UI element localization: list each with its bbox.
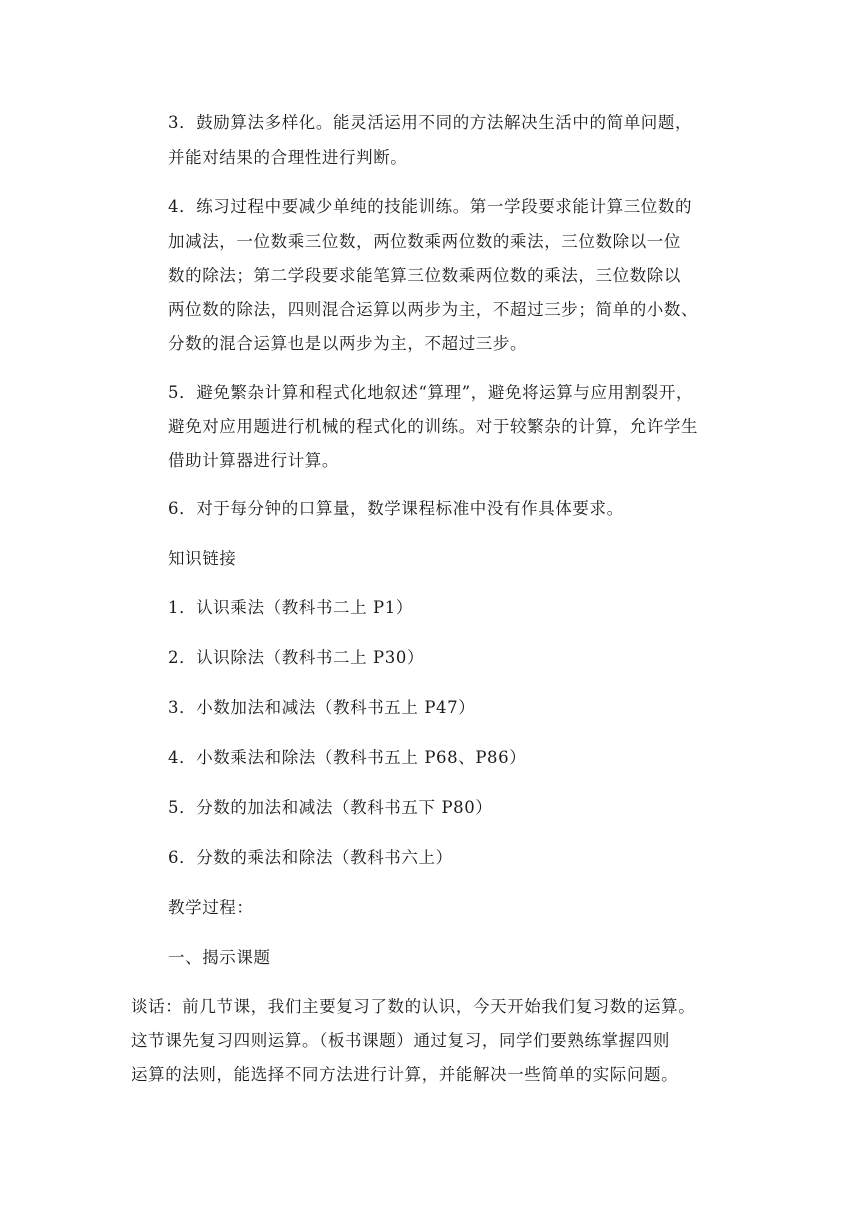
paragraph-4-line-4: 两位数的除法，四则混合运算以两步为主，不超过三步；简单的小数、 bbox=[168, 300, 699, 319]
talk-line-1: 谈话：前几节课，我们主要复习了数的认识，今天开始我们复习数的运算。 bbox=[131, 997, 696, 1016]
paragraph-6: 6．对于每分钟的口算量，数学课程标准中没有作具体要求。 bbox=[168, 499, 624, 518]
paragraph-3-line-2: 并能对结果的合理性进行判断。 bbox=[168, 148, 408, 167]
paragraph-5-line-2: 避免对应用题进行机械的程式化的训练。对于较繁杂的计算，允许学生 bbox=[168, 417, 699, 436]
paragraph-4-line-2: 加减法，一位数乘三位数，两位数乘两位数的乘法，三位数除以一位 bbox=[168, 232, 681, 251]
paragraph-5-line-3: 借助计算器进行计算。 bbox=[168, 451, 339, 470]
paragraph-4-line-1: 4．练习过程中要减少单纯的技能训练。第一学段要求能计算三位数的 bbox=[168, 197, 693, 216]
knowledge-item: 2．认识除法（教科书二上 P30） bbox=[168, 648, 425, 667]
knowledge-item: 4．小数乘法和除法（教科书五上 P68、P86） bbox=[168, 748, 527, 767]
knowledge-item: 1．认识乘法（教科书二上 P1） bbox=[168, 598, 413, 617]
knowledge-heading: 知识链接 bbox=[168, 549, 237, 568]
process-heading: 教学过程： bbox=[168, 898, 254, 917]
talk-line-3: 运算的法则，能选择不同方法进行计算，并能解决一些简单的实际问题。 bbox=[131, 1065, 679, 1084]
paragraph-3-line-1: 3．鼓励算法多样化。能灵活运用不同的方法解决生活中的简单问题， bbox=[168, 113, 693, 132]
knowledge-item: 3．小数加法和减法（教科书五上 P47） bbox=[168, 698, 476, 717]
talk-line-2: 这节课先复习四则运算。（板书课题）通过复习，同学们要熟练掌握四则 bbox=[131, 1031, 670, 1050]
paragraph-4-line-3: 数的除法；第二学段要求能笔算三位数乘两位数的乘法，三位数除以 bbox=[168, 266, 681, 285]
knowledge-item: 5．分数的加法和减法（教科书五下 P80） bbox=[168, 798, 493, 817]
knowledge-item: 6．分数的乘法和除法（教科书六上） bbox=[168, 848, 453, 867]
paragraph-5-line-1: 5．避免繁杂计算和程式化地叙述“算理”，避免将运算与应用割裂开， bbox=[168, 383, 694, 402]
paragraph-4-line-5: 分数的混合运算也是以两步为主，不超过三步。 bbox=[168, 334, 528, 353]
section-heading-1: 一、揭示课题 bbox=[168, 948, 271, 967]
